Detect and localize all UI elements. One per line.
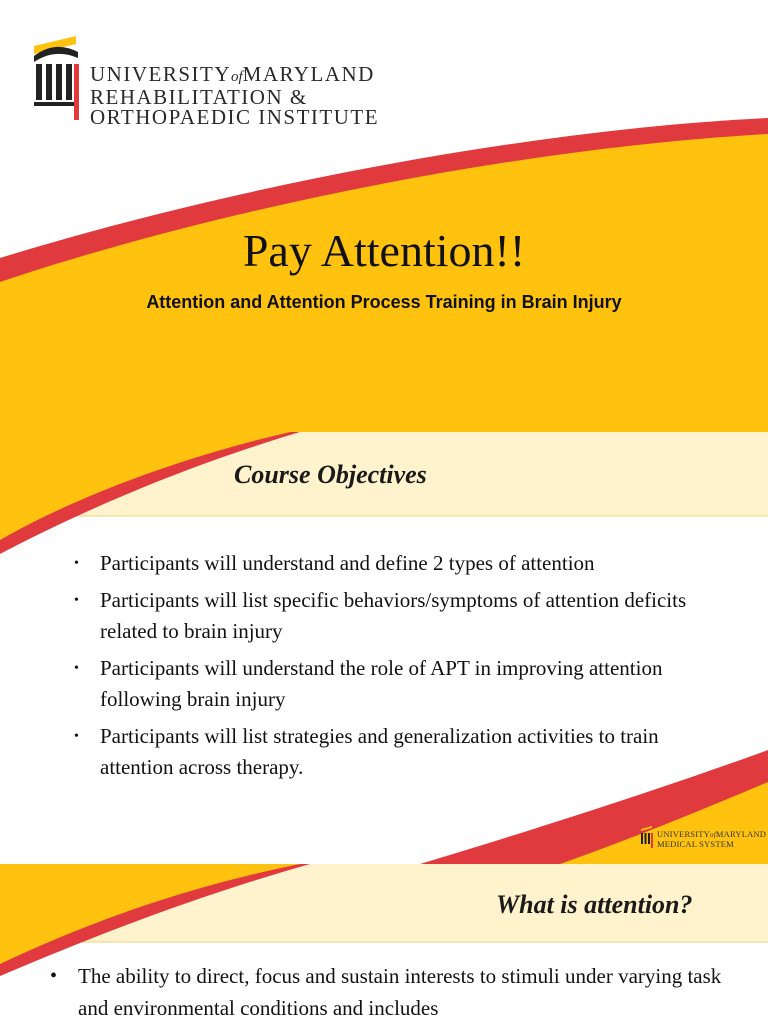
medical-system-logo <box>640 826 767 856</box>
definition-heading: What is attention? <box>496 890 693 919</box>
list-item: • Participants will list specific behaviors/symptoms of attention deficits related to brain injury <box>72 585 712 647</box>
objectives-heading: Course Objectives <box>234 460 427 489</box>
mini-logo-line-1: UNIVERSITYofMARYLAND <box>657 829 767 839</box>
list-item: • Participants will understand and define 2 types of attention <box>72 548 712 579</box>
list-item: • Participants will list strategies and generalization activities to train attention across therapy. <box>72 721 712 783</box>
bullet-dot-icon: • <box>74 729 79 744</box>
definition-list <box>50 960 750 1024</box>
bullet-dot-icon: • <box>74 661 79 676</box>
institute-logo <box>30 34 470 134</box>
logo-line-3: ORTHOPAEDIC INSTITUTE <box>90 105 380 129</box>
list-item: • The ability to direct, focus and sustain interests to stimuli under varying task and environmental conditions and includes <box>50 960 750 1024</box>
page-subtitle: Attention and Attention Process Training in Brain Injury <box>146 292 622 312</box>
objectives-list <box>72 548 712 789</box>
university-dome-logo-icon <box>30 34 82 124</box>
bullet-dot-icon: • <box>74 556 79 571</box>
logo-line-2: REHABILITATION & <box>90 85 308 109</box>
title-slide <box>0 0 768 432</box>
objectives-slide <box>0 432 768 864</box>
logo-line-1: UNIVERSITYofMARYLAND <box>90 62 375 86</box>
list-item: • Participants will understand the role of APT in improving attention following brain injury <box>72 653 712 715</box>
mini-logo-line-2: MEDICAL SYSTEM <box>657 839 734 849</box>
bullet-dot-icon: • <box>50 965 58 987</box>
university-dome-logo-icon <box>640 826 654 850</box>
definition-slide <box>0 864 768 1024</box>
bullet-dot-icon: • <box>74 593 79 608</box>
page-title: Pay Attention!! <box>242 225 526 276</box>
